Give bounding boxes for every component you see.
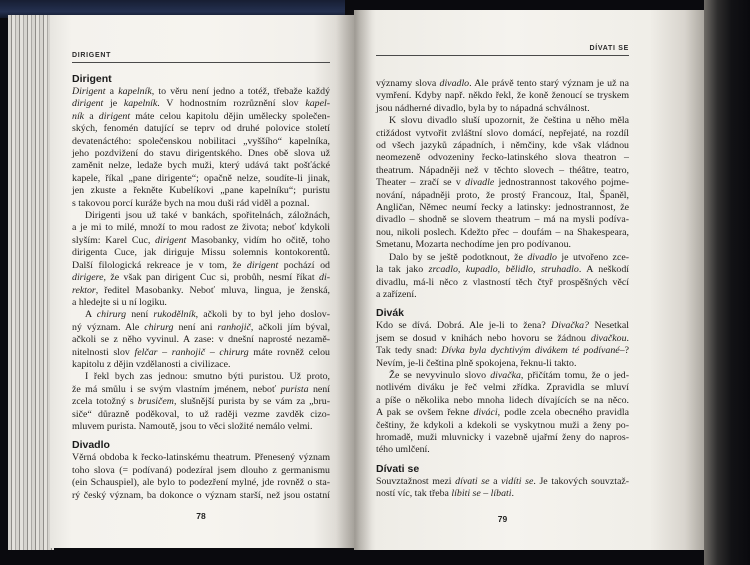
text-run: mluvem purista. Namoutě, jsou to věci složité nemálo velmi. (72, 420, 313, 432)
text-run: Dalo by se ještě podotknout, že (389, 251, 528, 263)
text-line (72, 285, 330, 297)
text-line (376, 78, 629, 90)
text-line (72, 396, 330, 408)
text-run: s takovou porcí kuráže bych na mou duši rád viděl a poznal. (72, 197, 310, 209)
text-run: neomezeně odvozeniny řecko-latinského slova theatron – (376, 152, 629, 164)
left-page-text (72, 72, 330, 502)
text-run: hromadě, muži mluvnicky i vazebně ujařmí ženy do napros- (376, 431, 629, 443)
text-run: slyším: Karel Cuc, (72, 234, 156, 246)
paragraph (72, 452, 330, 502)
text-run: . V hodnostním rozrůznění slov (157, 98, 306, 110)
text-line (376, 432, 629, 444)
text-line (72, 347, 330, 359)
entry-section (376, 462, 629, 501)
text-line (72, 297, 330, 309)
text-run: Kdo se dívá. Dobrá. Ale je-li to žena? (376, 320, 552, 332)
text-run: , ředitel Masobanky. Neboť mluva, lingua, je ženská, (95, 284, 330, 296)
text-line (376, 320, 629, 332)
italic-run: kapelník (123, 98, 158, 110)
text-run: theatrum. Nápadněji než v těchto slovech – théâtre, teatro, (376, 164, 629, 176)
text-run: a je mi to milé, množí to mou radost ze života; neboť kdykoli (72, 222, 330, 234)
text-run: že má smůlu i se svým vlastním jménem, neboť (72, 383, 281, 395)
text-run: Další filologická rekreace je v tom, že (72, 259, 247, 271)
entry-heading: Divadlo (72, 439, 110, 452)
text-run: devatenáctého: společenskou nobilitaci „vyššího“ kapelníka, (72, 135, 330, 147)
text-run: češtiny, že kdykoli a kdekoli se vyskytnou muži a ženy po- (376, 419, 629, 431)
italic-run: divačkou (590, 332, 627, 344)
text-run: Tak tedy snad: (376, 345, 442, 357)
text-run: ný význam. Ale (72, 321, 145, 333)
italic-run: diváci (473, 407, 498, 419)
text-run: A pak se ovšem řekne (376, 407, 474, 419)
text-line (376, 103, 629, 115)
text-run: siče“ důrazně poděkoval, to už raději vezme zavděk cizo- (72, 408, 330, 420)
text-line (72, 247, 330, 259)
italic-run: dirigere (72, 272, 104, 284)
text-run: I řekl bych zas jednou: smutno býti puristou. Už proto, (85, 371, 330, 383)
text-run: je utvořeno zce- (556, 251, 629, 263)
text-run: notlivém diváku je řeč velmi zřídka. Zpravidla se mluví (376, 382, 629, 394)
text-run: ačkoli se z něho vyvinul. A zase: v dnešní naprosté nezamě- (72, 334, 330, 346)
text-run: rý český význam, ba dokonce o význam starší, než jsou ostatní (72, 489, 330, 501)
text-line (376, 239, 629, 251)
text-run: vymření. Kdyby např. někdo řekl, že koně ženoucí se tryskem (376, 90, 629, 102)
text-line (376, 370, 629, 382)
italic-run: dirigent (246, 259, 279, 271)
text-run: toho slova (= podívaná) podezíral jsem dlouho z germanismu (72, 464, 330, 476)
italic-run: ník (72, 110, 85, 122)
text-run: máte rovněž celou (248, 346, 330, 358)
text-run: Masobanky, vidím ho očitě, toho (186, 234, 330, 246)
italic-run: divadle (465, 177, 495, 189)
text-line (376, 395, 629, 407)
text-line (72, 111, 330, 123)
text-run: , podle zcela obecného pravidla (497, 407, 630, 419)
text-run: (ein Schauspiel), ale bylo to podezření mylné, jde rovněž o sta- (72, 477, 330, 489)
text-line (376, 115, 629, 127)
italic-run: brusičem (137, 396, 174, 408)
text-run: . Je takových souvztaž- (533, 475, 629, 487)
text-run: není (126, 309, 154, 321)
text-run: kapele, říkal „pane dirigente“; opačně nelze, soudíte-li jinak, (72, 172, 330, 184)
italic-run: chirurg (96, 309, 127, 321)
text-line (72, 86, 330, 98)
text-run: dirigenta Cuce, jak diriguje Missu solemnis kontokorentů. (72, 247, 330, 259)
text-run: Angličan, Němec neumí řecky a latinsky: jednostrannost, že (376, 202, 629, 214)
text-run: , ačkoli by to byl jeho doslov- (195, 309, 330, 321)
text-line (376, 420, 629, 432)
italic-run: Divačka? (551, 320, 589, 332)
italic-run: felčar – ranhojič – chirurg (134, 346, 249, 358)
text-line (376, 252, 629, 264)
text-run: . A neškodí (578, 264, 630, 276)
page-number-right: 79 (497, 514, 508, 524)
running-head-right: DÍVATI SE (376, 45, 629, 56)
paragraph (376, 252, 629, 302)
text-run: nou, nikoli poslech. Kdežto přec – doufám – na Shakespeara, (376, 226, 629, 238)
text-line (72, 272, 330, 284)
text-run: zcela totožný s (72, 396, 138, 408)
text-line (72, 235, 330, 247)
text-line (376, 128, 629, 140)
text-run: Nesetkal (589, 320, 629, 332)
text-run: kapitolu z dějin vzdělanosti a civilizace. (72, 358, 231, 370)
text-line (72, 160, 330, 172)
text-run: a (105, 86, 119, 97)
text-line (72, 322, 330, 334)
text-run: a hledejte si u ní logiku. (72, 296, 167, 308)
paragraph (72, 86, 330, 210)
text-line (72, 384, 330, 396)
italic-run: zrcadlo, kupadlo, bělidlo, struhadlo (428, 264, 579, 276)
paragraph (72, 371, 330, 433)
text-run: pochází od (278, 259, 330, 271)
text-run: Nevím, je-li čeština plně spokojena, řeknu-li takto. (376, 357, 577, 369)
text-run: jsou nádherné divadlo, byla by to nápadná schválnost. (376, 102, 590, 114)
text-line (376, 264, 629, 276)
text-line (72, 371, 330, 383)
text-run: . (511, 488, 514, 500)
text-run: Věrná obdoba k řecko-latinskému theatrum. Přenesený význam (72, 452, 330, 464)
text-run: je (103, 98, 124, 110)
italic-run: ranhojič (217, 321, 251, 333)
text-run: A (85, 309, 97, 321)
text-line (72, 98, 330, 110)
paragraph (72, 309, 330, 371)
text-run: a píše o několika nebo mnoha lidech dívajících se na něco. (376, 394, 629, 406)
text-line (72, 309, 330, 321)
text-run: , přičítám tomu, že o jed- (520, 369, 629, 381)
text-line (72, 465, 330, 477)
paragraph (376, 115, 629, 251)
italic-run: divadlo (439, 78, 470, 89)
text-run: jsem se dosud v knihách nebo hovoru se žádnou (376, 332, 591, 344)
text-line (376, 214, 629, 226)
right-page-text (376, 78, 629, 501)
italic-run: dívati se (455, 475, 490, 487)
text-run: ností víc, tak třeba (376, 488, 452, 500)
text-run: divadlu, má-li něco z vlastností těch čtyř prospěšných věcí (376, 276, 629, 288)
text-line (72, 359, 330, 371)
italic-run: rektor (72, 284, 96, 296)
text-run: ských, fenomén datující se teprv od druhé polovice století (72, 123, 330, 135)
text-line (376, 202, 629, 214)
text-run: divadlo – shodně se slovem theatrum – má na mysli podíva- (376, 214, 629, 226)
text-run: la tak jako (376, 264, 429, 276)
text-line (376, 488, 629, 500)
text-line (72, 198, 330, 210)
text-run: Smetanu, Mozarta nechodíme jen pro podívanou. (376, 239, 571, 251)
text-line (72, 136, 330, 148)
text-line (376, 165, 629, 177)
text-line (376, 407, 629, 419)
text-run: jednostrannost takového pojme- (494, 177, 630, 189)
text-run: –? (619, 345, 629, 357)
text-run: od všech jazyků západních, i němčiny, kde však vládnou (376, 140, 629, 152)
text-line (376, 277, 629, 289)
text-run: , ačkoli jím býval, (250, 321, 330, 333)
text-line (72, 477, 330, 489)
paragraph (72, 210, 330, 309)
text-run: nitelnosti slov (72, 346, 135, 358)
entry-section (72, 72, 330, 433)
italic-run: di- (319, 272, 330, 284)
text-line (72, 334, 330, 346)
italic-run: purista (280, 383, 309, 395)
text-line (376, 90, 629, 102)
text-line (72, 409, 330, 421)
paragraph (376, 320, 629, 370)
text-line (72, 148, 330, 160)
text-run: , to věru není jedno a totéž, třebaže každý (151, 86, 331, 97)
text-run: máte celou kapitolu dějin umělecky společen- (130, 110, 330, 122)
italic-run: dirigent (155, 234, 187, 246)
text-run: tého umlčení. (376, 444, 430, 456)
text-line (72, 490, 330, 502)
text-run: . (626, 332, 629, 344)
text-line (376, 382, 629, 394)
italic-run: dirigent (72, 98, 104, 110)
text-line (376, 140, 629, 152)
text-run: a (489, 475, 502, 487)
italic-run: kapel- (305, 98, 330, 110)
running-head-left: DIRIGENT (72, 52, 330, 63)
text-line (72, 222, 330, 234)
entry-heading: Dirigent (72, 73, 112, 85)
paragraph (376, 78, 629, 115)
entry-section (376, 78, 629, 301)
text-line (376, 444, 629, 456)
text-line (72, 260, 330, 272)
text-run: není ani (173, 321, 218, 333)
italic-run: divadlo (527, 251, 557, 263)
italic-run: divačka (490, 369, 521, 381)
text-run: a zařízení. (376, 288, 417, 300)
italic-run: dirigent (98, 110, 131, 122)
text-line (376, 345, 629, 357)
text-run: jeho pozdvižení do stavu dirigentského. Dnes obě slova už (72, 148, 330, 160)
page-number-left: 78 (196, 511, 206, 521)
text-line (376, 177, 629, 189)
text-line (72, 173, 330, 185)
italic-run: chirurg (144, 321, 174, 333)
text-line (72, 123, 330, 135)
text-run: Theater – zračí se v (376, 177, 466, 189)
text-run: není (308, 383, 330, 395)
entry-heading: Dívati se (376, 462, 420, 475)
italic-run: Dirigent (72, 86, 106, 97)
text-run: jen zkuste a řekněte Kubelíkovi „pane kapelníku“; puristu (72, 185, 330, 197)
text-line (376, 190, 629, 202)
text-line (72, 210, 330, 222)
text-line (376, 333, 629, 345)
text-line (376, 289, 629, 301)
gutter-shadow (336, 10, 376, 550)
italic-run: líbiti se – líbati (451, 488, 512, 500)
page-stack-edge (8, 15, 54, 550)
text-run: a (84, 110, 99, 122)
italic-run: kapelník (118, 86, 152, 97)
text-run: nování, nápadněji proto, že prostý Francouz, Ital, Španěl, (376, 189, 629, 201)
right-page-edge (704, 0, 750, 565)
entry-section (376, 306, 629, 456)
text-line (376, 227, 629, 239)
text-run: ctižádost vytvořit zvláštní slovo domácí, nepřejaté, na rozdíl (376, 127, 629, 139)
text-line (376, 152, 629, 164)
text-run: Dirigenti jsou už také v bankách, spořitelnách, záložnách, (85, 210, 330, 222)
text-run: K slovu divadlo sluší upozornit, že čeština u něho měla (389, 115, 629, 127)
text-line (376, 476, 629, 488)
italic-run: rukodělník (153, 309, 196, 321)
paragraph (376, 476, 629, 501)
paragraph (376, 370, 629, 457)
text-line (72, 421, 330, 433)
italic-run: vidíti se (501, 475, 534, 487)
italic-run: Dívka byla dychtivým divákem té podívané (441, 345, 620, 357)
text-run: Že se nevyvinulo slovo (389, 369, 491, 381)
text-line (72, 452, 330, 464)
text-line (72, 185, 330, 197)
entry-heading: Divák (376, 307, 405, 320)
entry-section (72, 438, 330, 502)
text-run: , že však pan dirigent Cuc si, probůh, nesmí říkat (103, 272, 320, 284)
text-run: zaměnit nelze, ledaže bych muži, který udává takt pošťácké (72, 160, 330, 172)
text-run: , slušnější purista by se vám za „bru- (173, 396, 330, 408)
text-run: Souvztažnost mezi (376, 475, 456, 487)
text-run: . Ale právě tento starý význam je už na (469, 78, 629, 89)
text-line (376, 358, 629, 370)
text-run: významy slova (376, 78, 440, 89)
